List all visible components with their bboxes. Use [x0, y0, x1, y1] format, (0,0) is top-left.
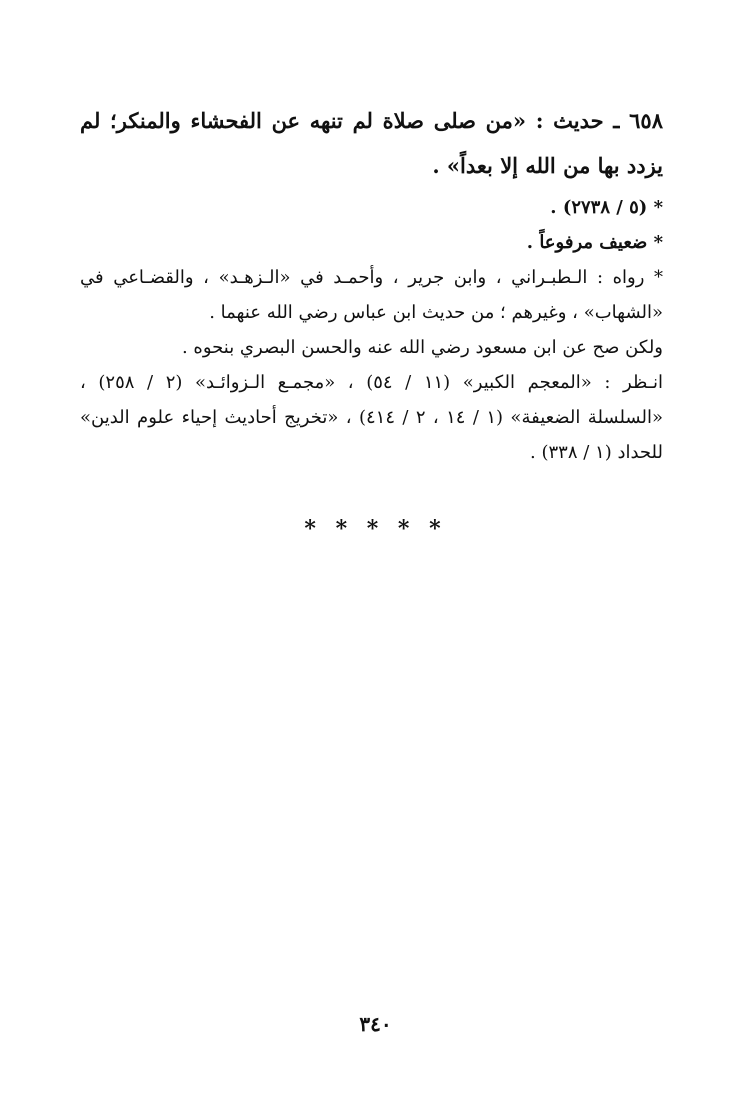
- hadith-grade: * ضعيف مرفوعاً .: [526, 232, 663, 253]
- hadith-text-line-2: يزدد بها من الله إلا بعداً» .: [432, 153, 663, 178]
- sources-line-2: «السلسلة الضعيفة» (١ / ١٤ ، ٢ / ٤١٤) ، «تخريج أحاديث إحياء علوم الدين»: [80, 407, 663, 428]
- page-body: [80, 98, 663, 470]
- authentic-note: ولكن صح عن ابن مسعود رضي الله عنه والحسن البصري بنحوه .: [181, 337, 663, 358]
- narration-line-1: * رواه : الـطبـراني ، وابن جرير ، وأحمـد في «الـزهـد» ، والقضـاعي في: [80, 267, 663, 288]
- sources-line-1: انـظر : «المعجم الكبير» (١١ / ٥٤) ، «مجمـع الـزوائـد» (٢ / ٢٥٨) ،: [80, 372, 664, 393]
- hadith-reference: * (٥ / ٢٧٣٨) .: [550, 197, 663, 218]
- page-number: ٣٤٠: [359, 1012, 392, 1036]
- narration-line-2: «الشهاب» ، وغيرهم ؛ من حديث ابن عباس رضي الله عنهما .: [209, 302, 663, 323]
- section-separator: * * * * *: [304, 516, 447, 542]
- sources-line-3: للحداد (١ / ٣٣٨) .: [530, 442, 663, 463]
- hadith-text-line-1: ٦٥٨ ـ حديث : «من صلى صلاة لم تنهه عن الفحشاء والمنكر؛ لم: [80, 108, 663, 133]
